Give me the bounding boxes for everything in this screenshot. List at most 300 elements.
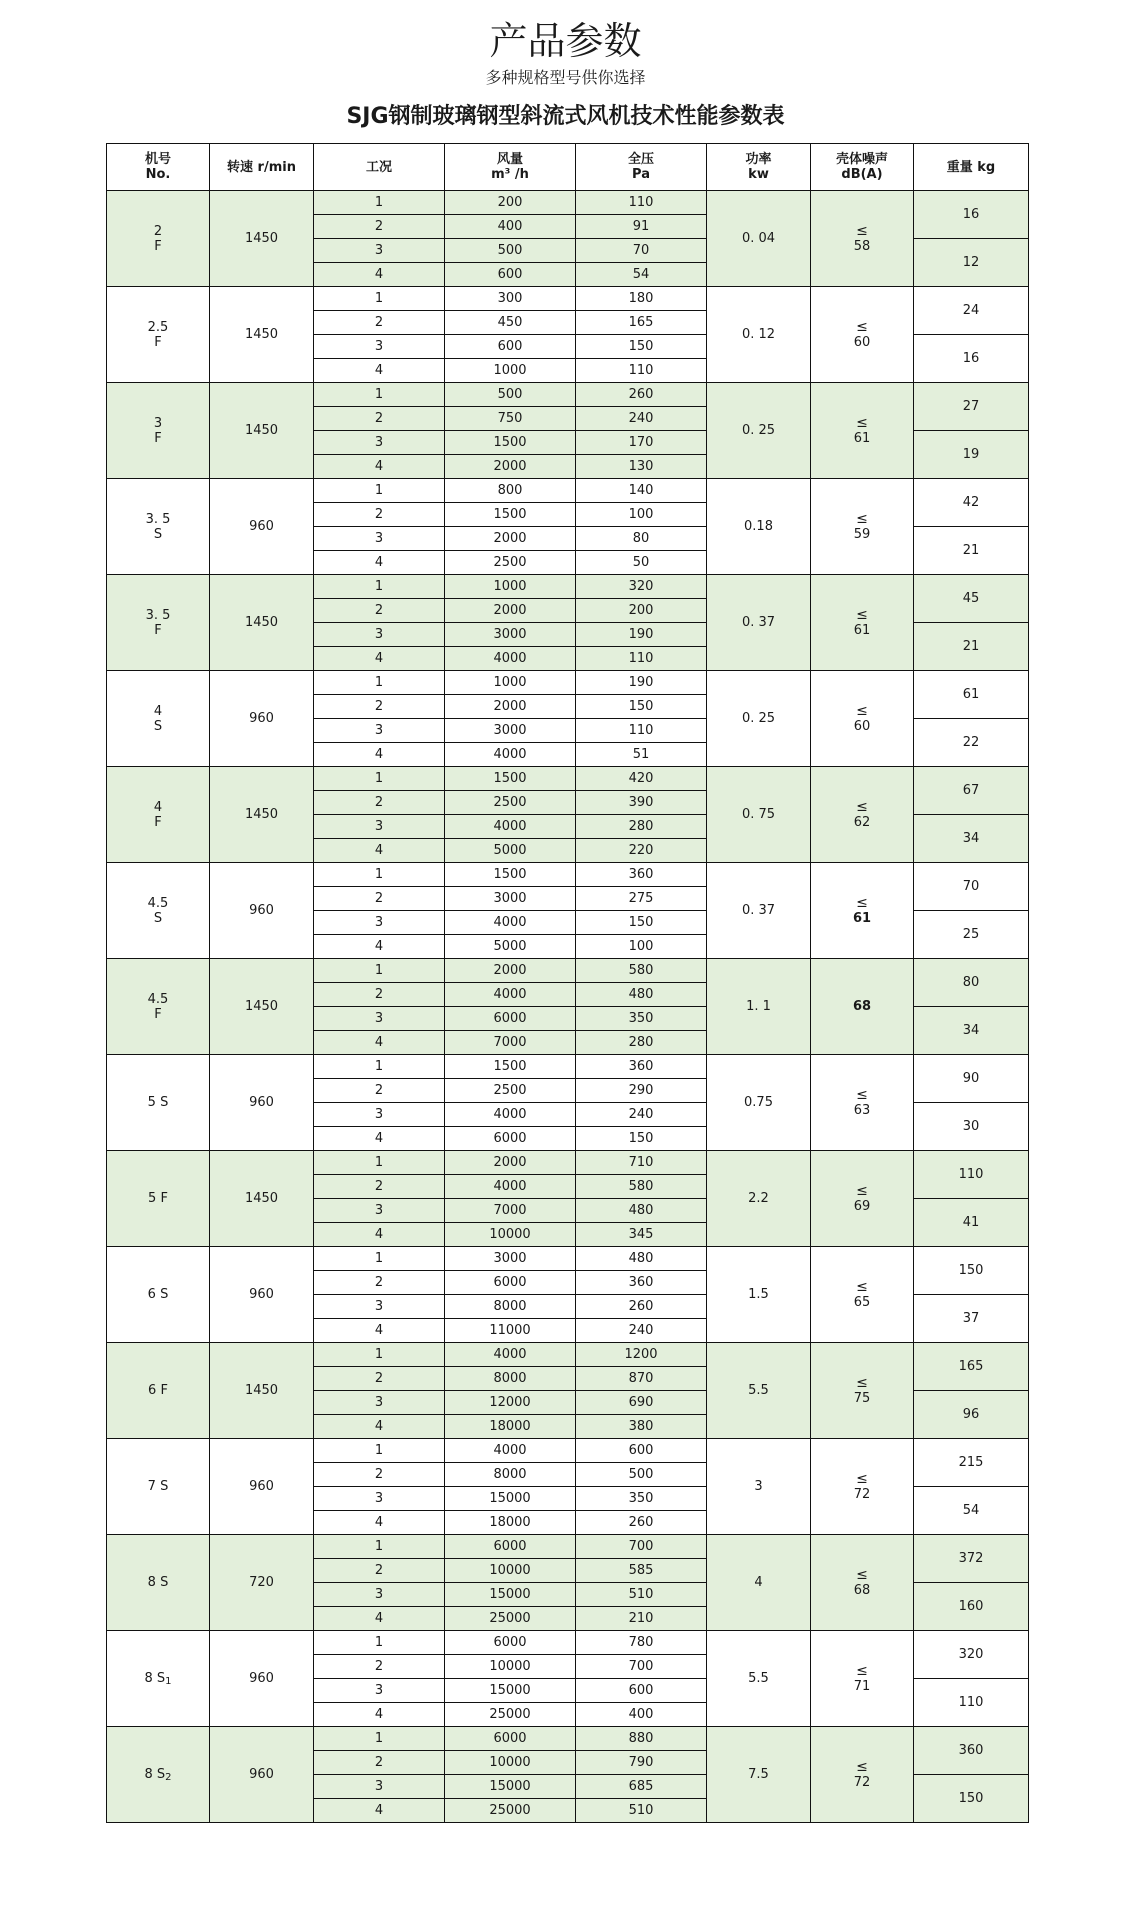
pressure-cell: 165: [576, 311, 707, 335]
power-cell: 0. 37: [707, 575, 811, 671]
table-row: [107, 959, 1029, 983]
flow-cell: 25000: [445, 1607, 576, 1631]
condition-cell: 1: [314, 191, 445, 215]
table-row: [107, 1727, 1029, 1751]
flow-cell: 1000: [445, 359, 576, 383]
condition-cell: 4: [314, 647, 445, 671]
pressure-cell: 190: [576, 671, 707, 695]
model-no: 3. 5: [145, 511, 171, 527]
noise-cell: [811, 1247, 914, 1343]
weight-cell: 21: [914, 623, 1029, 671]
noise-cell: [811, 1535, 914, 1631]
table-title: SJG钢制玻璃钢型斜流式风机技术性能参数表: [346, 104, 785, 129]
header-condition-label: 工况: [365, 159, 392, 175]
header-pressure-label: 全压: [627, 152, 654, 167]
power-cell: 0. 12: [707, 287, 811, 383]
condition-cell: 2: [314, 599, 445, 623]
flow-cell: 15000: [445, 1775, 576, 1799]
noise-value: 75: [853, 1390, 871, 1406]
pressure-cell: 91: [576, 215, 707, 239]
flow-cell: 1500: [445, 767, 576, 791]
table-row: [107, 1535, 1029, 1559]
condition-cell: 4: [314, 1031, 445, 1055]
pressure-cell: 280: [576, 1031, 707, 1055]
weight-cell: 22: [914, 719, 1029, 767]
condition-cell: 2: [314, 1463, 445, 1487]
pressure-cell: 480: [576, 1199, 707, 1223]
model-type: F: [154, 334, 162, 350]
flow-cell: 10000: [445, 1223, 576, 1247]
weight-cell: 150: [914, 1247, 1029, 1295]
noise-value: 65: [853, 1294, 871, 1310]
weight-cell: 165: [914, 1343, 1029, 1391]
flow-cell: 4000: [445, 1103, 576, 1127]
model-type: F: [154, 1006, 162, 1022]
flow-cell: 11000: [445, 1319, 576, 1343]
flow-cell: 2500: [445, 791, 576, 815]
condition-cell: 1: [314, 1343, 445, 1367]
condition-cell: 4: [314, 359, 445, 383]
pressure-cell: 50: [576, 551, 707, 575]
condition-cell: 3: [314, 719, 445, 743]
speed-cell: 960: [210, 1439, 314, 1535]
weight-cell: 70: [914, 863, 1029, 911]
condition-cell: 2: [314, 983, 445, 1007]
condition-cell: 3: [314, 1679, 445, 1703]
model-no: 5 S: [147, 1095, 169, 1110]
condition-cell: 4: [314, 1511, 445, 1535]
weight-cell: 110: [914, 1151, 1029, 1199]
power-cell: 1. 1: [707, 959, 811, 1055]
condition-cell: 1: [314, 575, 445, 599]
pressure-cell: 360: [576, 863, 707, 887]
condition-cell: 3: [314, 1103, 445, 1127]
pressure-cell: 290: [576, 1079, 707, 1103]
condition-cell: 1: [314, 479, 445, 503]
pressure-cell: 350: [576, 1487, 707, 1511]
condition-cell: 4: [314, 1319, 445, 1343]
weight-cell: 110: [914, 1679, 1029, 1727]
leq-symbol: ≤: [856, 318, 868, 335]
condition-cell: 1: [314, 1727, 445, 1751]
condition-cell: 2: [314, 503, 445, 527]
weight-cell: 150: [914, 1775, 1029, 1823]
flow-cell: 12000: [445, 1391, 576, 1415]
condition-cell: 1: [314, 383, 445, 407]
flow-cell: 3000: [445, 887, 576, 911]
condition-cell: 2: [314, 215, 445, 239]
table-row: [107, 863, 1029, 887]
condition-cell: 4: [314, 935, 445, 959]
pressure-cell: 690: [576, 1391, 707, 1415]
flow-cell: 2500: [445, 551, 576, 575]
flow-cell: 25000: [445, 1703, 576, 1727]
flow-cell: 7000: [445, 1199, 576, 1223]
pressure-cell: 700: [576, 1655, 707, 1679]
flow-cell: 10000: [445, 1559, 576, 1583]
flow-cell: 450: [445, 311, 576, 335]
flow-cell: 8000: [445, 1295, 576, 1319]
weight-cell: 45: [914, 575, 1029, 623]
pressure-cell: 510: [576, 1583, 707, 1607]
pressure-cell: 240: [576, 1319, 707, 1343]
model-no-cell: [107, 959, 210, 1055]
power-cell: 4: [707, 1535, 811, 1631]
flow-cell: 15000: [445, 1487, 576, 1511]
flow-cell: 5000: [445, 935, 576, 959]
weight-cell: 30: [914, 1103, 1029, 1151]
condition-cell: 2: [314, 407, 445, 431]
noise-cell: [811, 767, 914, 863]
speed-cell: 960: [210, 1727, 314, 1823]
header-pressure-unit: Pa: [632, 167, 650, 182]
header-flow: [445, 144, 576, 191]
flow-cell: 15000: [445, 1679, 576, 1703]
flow-cell: 500: [445, 383, 576, 407]
noise-value: 71: [853, 1678, 871, 1694]
flow-cell: 6000: [445, 1727, 576, 1751]
model-type: F: [154, 430, 162, 446]
flow-cell: 600: [445, 335, 576, 359]
model-no: 2: [153, 223, 163, 239]
pressure-cell: 710: [576, 1151, 707, 1175]
weight-cell: 90: [914, 1055, 1029, 1103]
pressure-cell: 360: [576, 1271, 707, 1295]
model-no-cell: [107, 863, 210, 959]
weight-cell: 320: [914, 1631, 1029, 1679]
model-no-cell: [107, 383, 210, 479]
model-no-cell: [107, 479, 210, 575]
speed-cell: 1450: [210, 191, 314, 287]
pressure-cell: 360: [576, 1055, 707, 1079]
weight-cell: 360: [914, 1727, 1029, 1775]
table-row: [107, 191, 1029, 215]
power-cell: 2.2: [707, 1151, 811, 1247]
header-power: [707, 144, 811, 191]
noise-value: 61: [852, 910, 872, 926]
pressure-cell: 600: [576, 1679, 707, 1703]
noise-cell: [811, 479, 914, 575]
speed-cell: 1450: [210, 1151, 314, 1247]
speed-cell: 1450: [210, 287, 314, 383]
flow-cell: 4000: [445, 1175, 576, 1199]
weight-cell: 42: [914, 479, 1029, 527]
flow-cell: 7000: [445, 1031, 576, 1055]
condition-cell: 2: [314, 791, 445, 815]
model-no: 7 S: [147, 1479, 169, 1494]
table-row: [107, 479, 1029, 503]
header-noise-unit: dB(A): [841, 167, 883, 182]
noise-value: 61: [853, 430, 871, 446]
condition-cell: 4: [314, 263, 445, 287]
flow-cell: 4000: [445, 1439, 576, 1463]
model-type: S: [153, 910, 163, 926]
header-model-no-en: No.: [145, 167, 171, 182]
leq-symbol: ≤: [856, 1374, 868, 1391]
leq-symbol: ≤: [856, 1758, 868, 1775]
pressure-cell: 200: [576, 599, 707, 623]
flow-cell: 10000: [445, 1655, 576, 1679]
condition-cell: 4: [314, 743, 445, 767]
noise-cell: [811, 1439, 914, 1535]
table-row: [107, 575, 1029, 599]
flow-cell: 6000: [445, 1271, 576, 1295]
noise-cell: [811, 671, 914, 767]
condition-cell: 1: [314, 767, 445, 791]
power-cell: 5.5: [707, 1631, 811, 1727]
model-no: 6 S: [147, 1287, 169, 1302]
pressure-cell: 140: [576, 479, 707, 503]
leq-symbol: ≤: [856, 606, 868, 623]
flow-cell: 6000: [445, 1127, 576, 1151]
condition-cell: 3: [314, 431, 445, 455]
condition-cell: 4: [314, 1703, 445, 1727]
table-row: [107, 287, 1029, 311]
weight-cell: 34: [914, 1007, 1029, 1055]
leq-symbol: ≤: [856, 1086, 868, 1103]
pressure-cell: 210: [576, 1607, 707, 1631]
flow-cell: 3000: [445, 623, 576, 647]
pressure-cell: 510: [576, 1799, 707, 1823]
condition-cell: 2: [314, 1751, 445, 1775]
condition-cell: 3: [314, 239, 445, 263]
pressure-cell: 480: [576, 983, 707, 1007]
table-row: [107, 1343, 1029, 1367]
header-pressure: [576, 144, 707, 191]
flow-cell: 1000: [445, 671, 576, 695]
pressure-cell: 170: [576, 431, 707, 455]
weight-cell: 24: [914, 287, 1029, 335]
speed-cell: 1450: [210, 959, 314, 1055]
noise-cell: [811, 191, 914, 287]
weight-cell: 54: [914, 1487, 1029, 1535]
pressure-cell: 100: [576, 935, 707, 959]
model-no: 2.5: [147, 319, 169, 335]
flow-cell: 6000: [445, 1535, 576, 1559]
leq-symbol: ≤: [856, 414, 868, 431]
flow-cell: 6000: [445, 1631, 576, 1655]
header-weight-label: 重量 kg: [946, 159, 996, 175]
pressure-cell: 110: [576, 359, 707, 383]
power-cell: 0. 75: [707, 767, 811, 863]
noise-value: 62: [853, 814, 871, 830]
flow-cell: 15000: [445, 1583, 576, 1607]
speed-cell: 960: [210, 1631, 314, 1727]
weight-cell: 16: [914, 191, 1029, 239]
pressure-cell: 345: [576, 1223, 707, 1247]
model-no: 4: [153, 703, 163, 719]
condition-cell: 3: [314, 1199, 445, 1223]
pressure-cell: 585: [576, 1559, 707, 1583]
model-no: 6 F: [148, 1383, 168, 1398]
header-flow-unit: m³ /h: [491, 167, 529, 182]
noise-value: 61: [853, 622, 871, 638]
condition-cell: 1: [314, 1055, 445, 1079]
condition-cell: 4: [314, 551, 445, 575]
pressure-cell: 54: [576, 263, 707, 287]
flow-cell: 3000: [445, 1247, 576, 1271]
spec-table: [106, 143, 1029, 1823]
leq-symbol: ≤: [856, 798, 868, 815]
leq-symbol: ≤: [856, 1278, 868, 1295]
weight-cell: 41: [914, 1199, 1029, 1247]
flow-cell: 2500: [445, 1079, 576, 1103]
condition-cell: 4: [314, 1799, 445, 1823]
pressure-cell: 1200: [576, 1343, 707, 1367]
model-no-cell: [107, 1439, 210, 1535]
noise-cell: [811, 863, 914, 959]
weight-cell: 12: [914, 239, 1029, 287]
pressure-cell: 685: [576, 1775, 707, 1799]
table-row: [107, 1439, 1029, 1463]
noise-cell: [811, 1631, 914, 1727]
flow-cell: 8000: [445, 1367, 576, 1391]
model-no-cell: [107, 767, 210, 863]
weight-cell: 80: [914, 959, 1029, 1007]
condition-cell: 2: [314, 1367, 445, 1391]
flow-cell: 25000: [445, 1799, 576, 1823]
leq-symbol: ≤: [856, 1182, 868, 1199]
pressure-cell: 110: [576, 647, 707, 671]
pressure-cell: 150: [576, 335, 707, 359]
noise-value: 60: [853, 334, 871, 350]
flow-cell: 300: [445, 287, 576, 311]
pressure-cell: 240: [576, 407, 707, 431]
leq-symbol: ≤: [856, 702, 868, 719]
model-type: F: [154, 622, 162, 638]
model-no: 4.5: [147, 895, 169, 911]
speed-cell: 1450: [210, 383, 314, 479]
pressure-cell: 110: [576, 191, 707, 215]
leq-symbol: ≤: [856, 1662, 868, 1679]
condition-cell: 3: [314, 1583, 445, 1607]
flow-cell: 2000: [445, 1151, 576, 1175]
leq-symbol: ≤: [856, 510, 868, 527]
pressure-cell: 350: [576, 1007, 707, 1031]
header-flow-label: 风量: [496, 152, 523, 167]
page-title: 产品参数: [489, 19, 642, 63]
model-no-cell: [107, 1247, 210, 1343]
flow-cell: 6000: [445, 1007, 576, 1031]
table-row: [107, 767, 1029, 791]
noise-cell: [811, 1151, 914, 1247]
flow-cell: 2000: [445, 599, 576, 623]
noise-cell: [811, 383, 914, 479]
power-cell: 5.5: [707, 1343, 811, 1439]
header-speed-label: 转速 r/min: [227, 159, 296, 175]
pressure-cell: 790: [576, 1751, 707, 1775]
flow-cell: 1500: [445, 1055, 576, 1079]
weight-cell: 25: [914, 911, 1029, 959]
condition-cell: 2: [314, 695, 445, 719]
weight-cell: 61: [914, 671, 1029, 719]
weight-cell: 34: [914, 815, 1029, 863]
condition-cell: 2: [314, 1079, 445, 1103]
noise-value: 59: [853, 526, 871, 542]
weight-cell: 96: [914, 1391, 1029, 1439]
condition-cell: 4: [314, 455, 445, 479]
condition-cell: 1: [314, 1247, 445, 1271]
power-cell: 3: [707, 1439, 811, 1535]
condition-cell: 3: [314, 623, 445, 647]
condition-cell: 4: [314, 839, 445, 863]
condition-cell: 1: [314, 671, 445, 695]
weight-cell: 16: [914, 335, 1029, 383]
flow-cell: 4000: [445, 983, 576, 1007]
model-no: 3. 5: [145, 607, 171, 623]
pressure-cell: 420: [576, 767, 707, 791]
power-cell: 7.5: [707, 1727, 811, 1823]
pressure-cell: 600: [576, 1439, 707, 1463]
flow-cell: 1500: [445, 431, 576, 455]
flow-cell: 10000: [445, 1751, 576, 1775]
flow-cell: 18000: [445, 1511, 576, 1535]
noise-cell: [811, 575, 914, 671]
flow-cell: 4000: [445, 743, 576, 767]
model-no: 4: [153, 799, 163, 815]
pressure-cell: 400: [576, 1703, 707, 1727]
noise-value: 72: [853, 1486, 871, 1502]
flow-cell: 8000: [445, 1463, 576, 1487]
noise-cell: [811, 1727, 914, 1823]
power-cell: 0. 04: [707, 191, 811, 287]
condition-cell: 1: [314, 959, 445, 983]
model-no: 5 F: [148, 1191, 168, 1206]
flow-cell: 2000: [445, 695, 576, 719]
weight-cell: 19: [914, 431, 1029, 479]
speed-cell: 1450: [210, 767, 314, 863]
condition-cell: 2: [314, 1271, 445, 1295]
pressure-cell: 150: [576, 1127, 707, 1151]
weight-cell: 21: [914, 527, 1029, 575]
weight-cell: 160: [914, 1583, 1029, 1631]
model-type: F: [154, 814, 162, 830]
model-no: 4.5: [147, 991, 169, 1007]
table-row: [107, 1247, 1029, 1271]
pressure-cell: 260: [576, 383, 707, 407]
model-no-cell: [107, 1055, 210, 1151]
model-no-cell: [107, 191, 210, 287]
header-speed: [210, 144, 314, 191]
flow-cell: 1500: [445, 863, 576, 887]
header-noise: [811, 144, 914, 191]
condition-cell: 3: [314, 1391, 445, 1415]
noise-cell: [811, 287, 914, 383]
condition-cell: 2: [314, 311, 445, 335]
noise-value: 69: [853, 1198, 871, 1214]
model-no: 8 S: [144, 1670, 166, 1686]
flow-cell: 1000: [445, 575, 576, 599]
pressure-cell: 70: [576, 239, 707, 263]
condition-cell: 1: [314, 1151, 445, 1175]
flow-cell: 2000: [445, 527, 576, 551]
pressure-cell: 80: [576, 527, 707, 551]
header-row: [107, 144, 1029, 191]
noise-value: 63: [853, 1102, 871, 1118]
flow-cell: 400: [445, 215, 576, 239]
condition-cell: 2: [314, 1559, 445, 1583]
speed-cell: 720: [210, 1535, 314, 1631]
model-no-sub: 2: [165, 1771, 172, 1783]
model-no-sub: 1: [165, 1675, 172, 1687]
pressure-cell: 780: [576, 1631, 707, 1655]
speed-cell: 960: [210, 479, 314, 575]
noise-cell: [811, 1343, 914, 1439]
weight-cell: 27: [914, 383, 1029, 431]
flow-cell: 18000: [445, 1415, 576, 1439]
pressure-cell: 880: [576, 1727, 707, 1751]
flow-cell: 3000: [445, 719, 576, 743]
